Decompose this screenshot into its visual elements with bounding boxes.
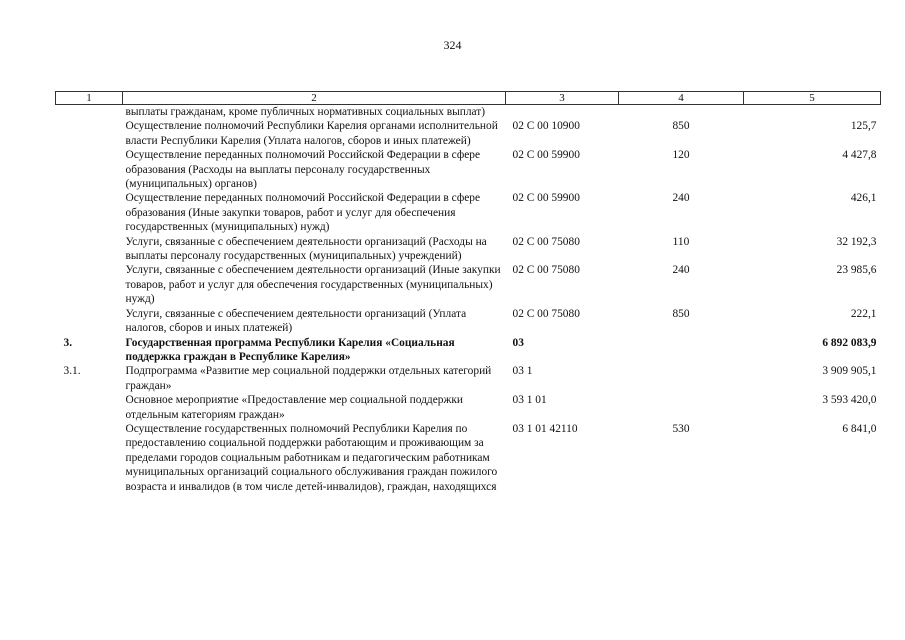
row-expense-type: 240 [672, 264, 690, 277]
row-description: Государственная программа Республики Карелия «Социальная поддержка граждан в Республике Карелия» [125, 336, 455, 363]
header-col-3: 3 [506, 92, 619, 105]
row-code: 03 1 [512, 365, 533, 378]
row-number: 3. [63, 336, 73, 349]
table-row [56, 422, 881, 494]
table-row [56, 364, 881, 393]
row-expense-type: 120 [672, 149, 690, 162]
row-amount: 3 593 420,0 [822, 394, 877, 407]
row-number [56, 105, 123, 120]
row-amount: 32 192,3 [836, 235, 877, 248]
row-amount: 426,1 [850, 192, 877, 205]
row-expense-type: 530 [672, 422, 690, 435]
row-description: Услуги, связанные с обеспечением деятельности организаций (Расходы на выплаты персоналу государственных (муниципальных) учреждений) [125, 235, 487, 263]
row-expense-type [619, 105, 744, 120]
row-amount: 3 909 905,1 [822, 365, 877, 378]
table-row [56, 336, 881, 365]
row-description: Осуществление полномочий Республики Карелия органами исполнительной власти Республики Карелия (Уплата налогов, сборов и иных платежей) [125, 120, 498, 147]
row-expense-type [619, 336, 744, 365]
table-row [56, 235, 881, 264]
row-code: 03 1 01 42110 [512, 422, 578, 435]
header-col-1: 1 [56, 92, 123, 105]
table-row [56, 191, 881, 234]
row-description: Осуществление государственных полномочий Республики Карелия по предоставлению социальной поддержки работающим и проживающим за пределами городов социальным работникам и педагогическим работникам муниципальных организаций социального обслуживания граждан пожилого возраста и инвалидов (в том числе детей-инвалидов), граждан, находящихся [125, 422, 498, 493]
header-col-5: 5 [744, 92, 881, 105]
row-number [56, 263, 123, 306]
row-expense-type [619, 393, 744, 422]
row-amount: 222,1 [850, 307, 877, 320]
row-amount: 6 841,0 [842, 422, 877, 435]
row-expense-type: 850 [672, 120, 690, 133]
header-col-4: 4 [619, 92, 744, 105]
page-number: 324 [443, 38, 462, 52]
row-number [56, 422, 123, 494]
table-row [56, 307, 881, 336]
row-code: 02 С 00 59900 [512, 192, 580, 205]
row-number [56, 148, 123, 191]
row-number [56, 191, 123, 234]
table-row [56, 105, 881, 120]
header-col-2: 2 [123, 92, 506, 105]
row-code: 02 С 00 10900 [512, 120, 580, 133]
row-code: 02 С 00 75080 [512, 307, 580, 320]
row-description: Подпрограмма «Развитие мер социальной поддержки отдельных категорий граждан» [125, 365, 492, 392]
row-description: Осуществление переданных полномочий Российской Федерации в сфере образования (Иные закупки товаров, работ и услуг для обеспечения государственных (муниципальных) нужд) [125, 192, 481, 234]
table-row [56, 263, 881, 306]
row-code: 03 [512, 336, 524, 349]
row-amount [744, 105, 881, 120]
row-description: выплаты гражданам, кроме публичных нормативных социальных выплат) [125, 106, 486, 118]
row-amount: 6 892 083,9 [822, 336, 877, 349]
row-code: 03 1 01 [512, 394, 547, 407]
table-row [56, 148, 881, 191]
table-row [56, 119, 881, 148]
table-row [56, 393, 881, 422]
row-amount: 23 985,6 [836, 264, 877, 277]
row-number [56, 393, 123, 422]
row-description: Услуги, связанные с обеспечением деятельности организаций (Уплата налогов, сборов и иных платежей) [125, 307, 467, 335]
row-number [56, 307, 123, 336]
budget-table [55, 91, 881, 494]
row-amount: 125,7 [850, 120, 877, 133]
row-description: Основное мероприятие «Предоставление мер социальной поддержки отдельным категориям граждан» [125, 394, 463, 421]
table-header-row [56, 92, 881, 105]
row-expense-type: 850 [672, 307, 690, 320]
row-code [506, 105, 619, 120]
row-description: Осуществление переданных полномочий Российской Федерации в сфере образования (Расходы на выплаты персоналу государственных (муниципальных) органов) [125, 149, 481, 191]
row-expense-type: 240 [672, 192, 690, 205]
row-number [56, 119, 123, 148]
row-amount: 4 427,8 [842, 149, 877, 162]
row-number [56, 235, 123, 264]
row-code: 02 С 00 75080 [512, 264, 580, 277]
table-body [56, 105, 881, 494]
row-expense-type [619, 364, 744, 393]
row-code: 02 С 00 59900 [512, 149, 580, 162]
row-expense-type: 110 [672, 235, 690, 248]
row-code: 02 С 00 75080 [512, 235, 580, 248]
row-number: 3.1. [63, 365, 81, 378]
row-description: Услуги, связанные с обеспечением деятельности организаций (Иные закупки товаров, работ и услуг для обеспечения государственных (муниципальных) нужд) [125, 264, 501, 306]
